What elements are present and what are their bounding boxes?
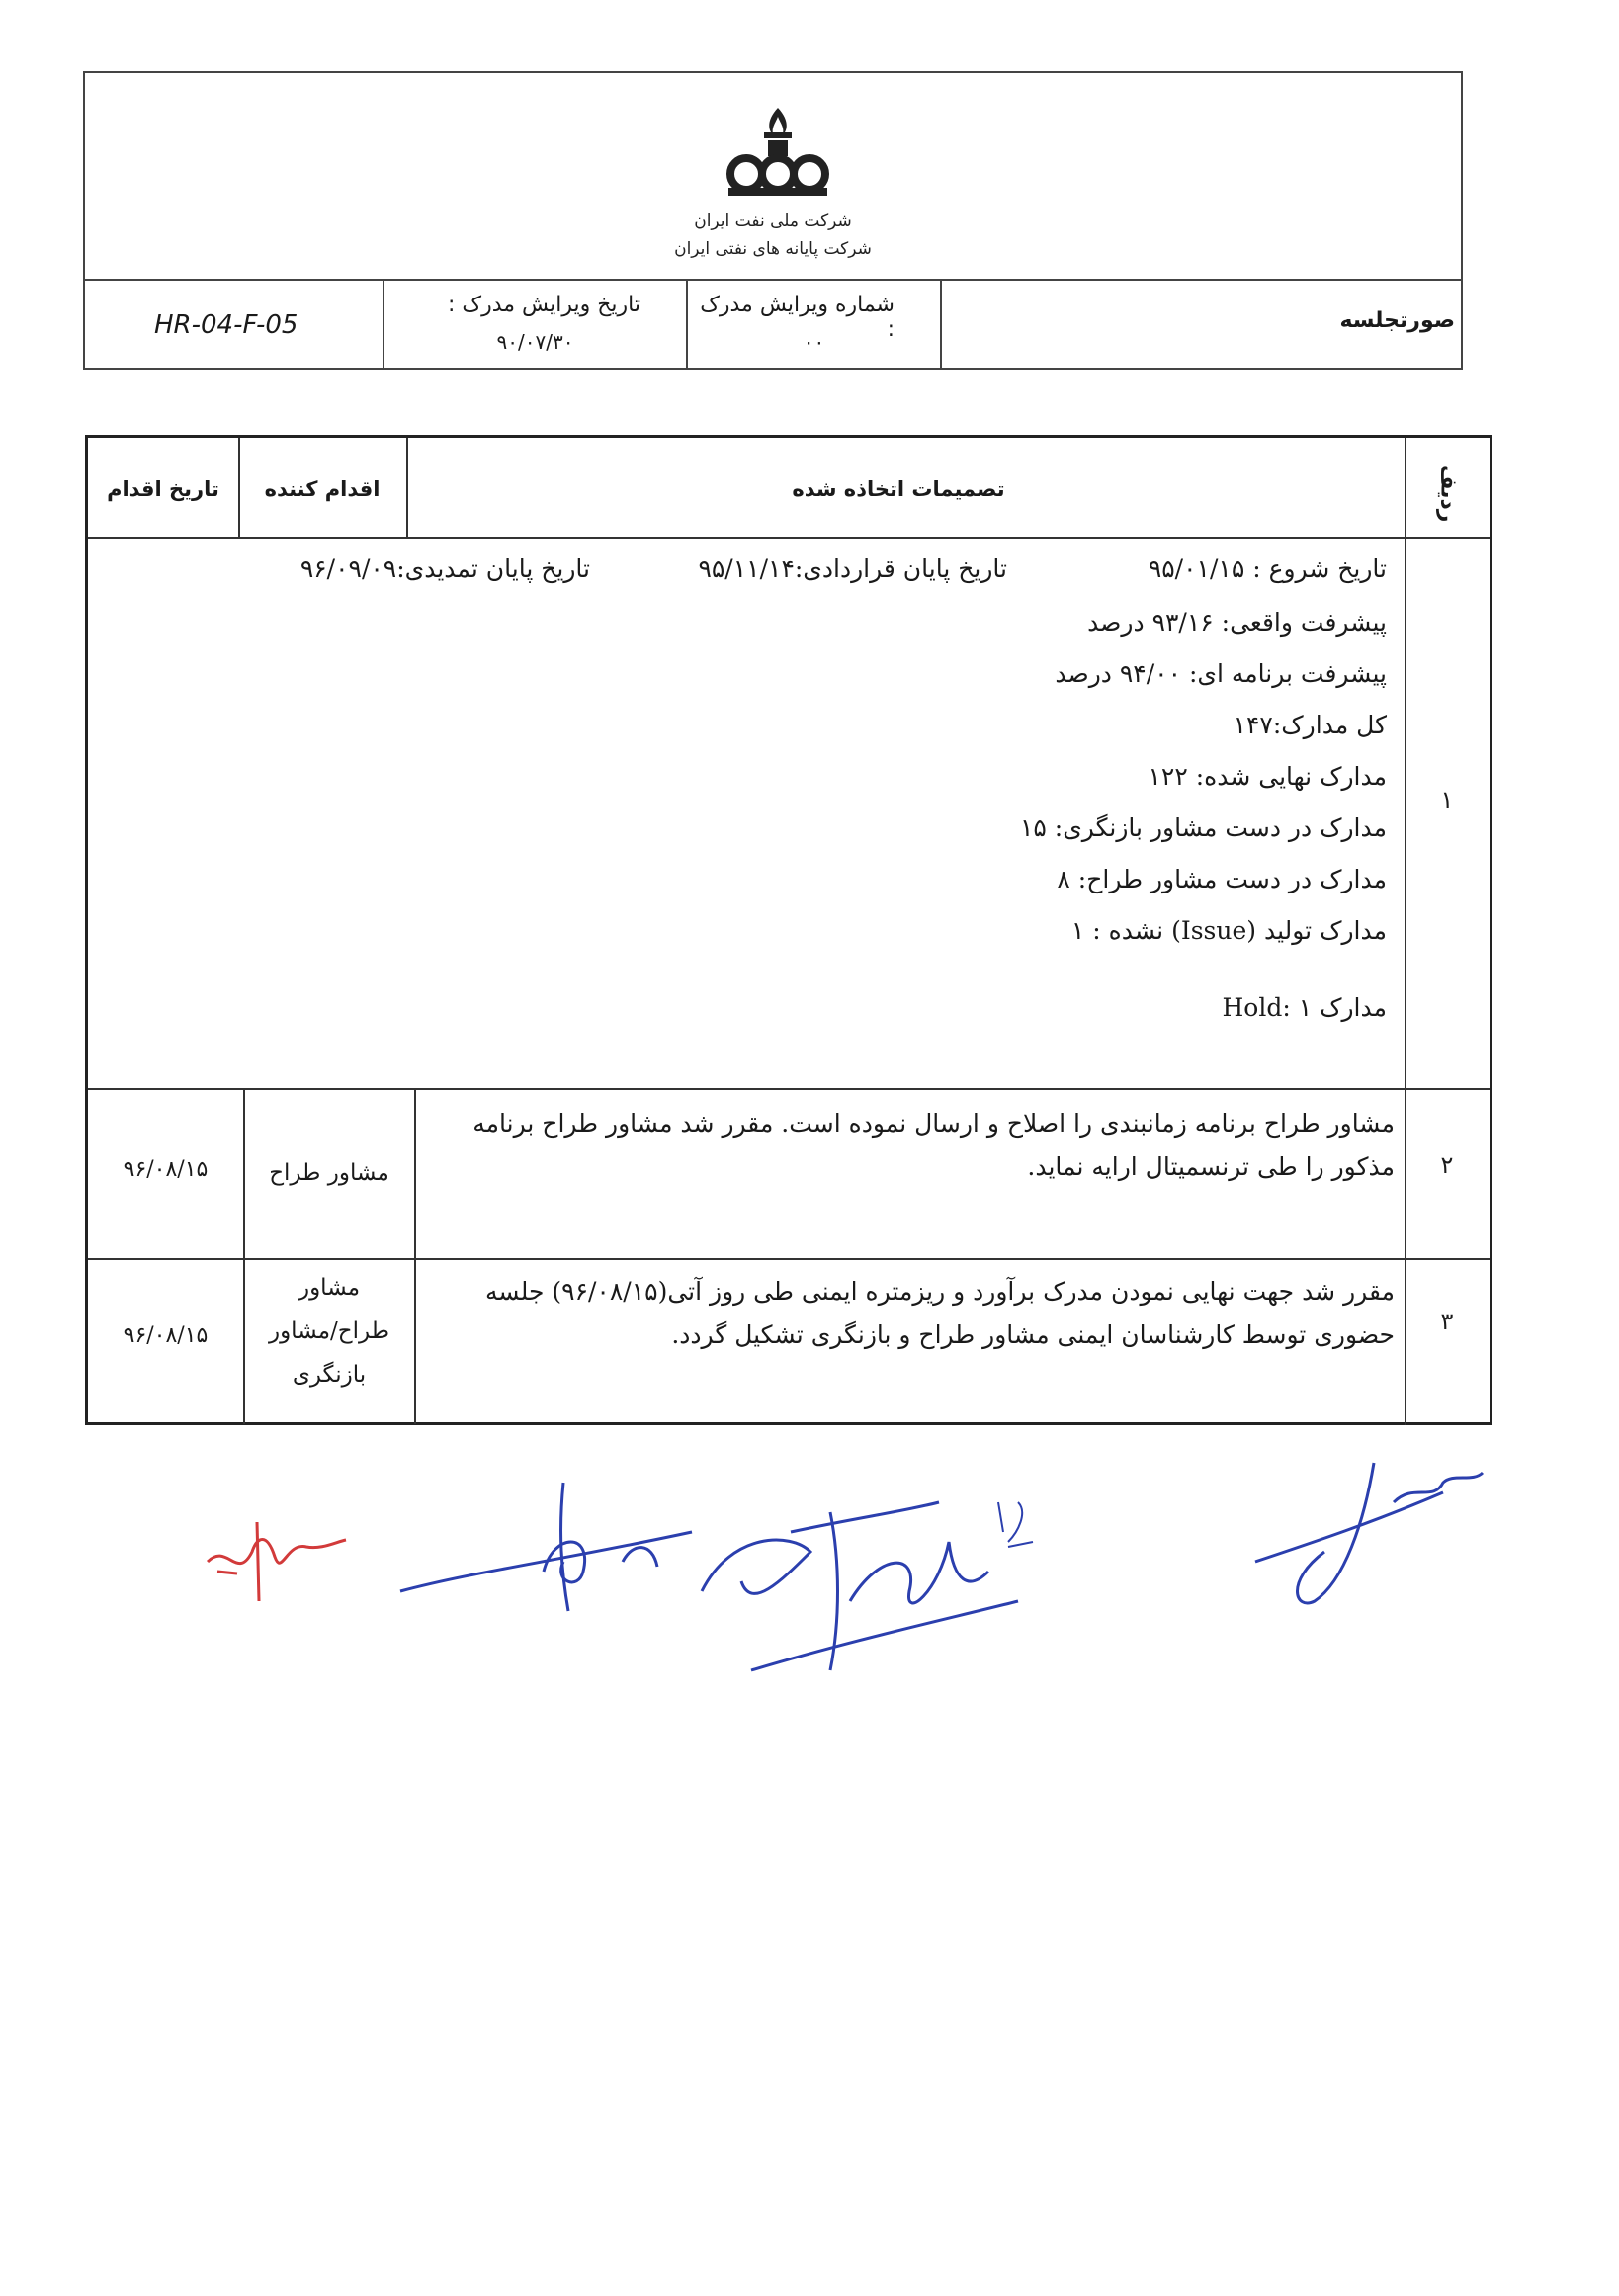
doc-code-cell [85,281,384,368]
column-divider [243,1088,245,1424]
doc-code: HR-04-F-05 [154,310,298,340]
column-divider [414,1088,416,1424]
row-divider [88,1258,1490,1260]
contract-end-date: تاریخ پایان قراردادی:۹۵/۱۱/۱۴ [698,554,1007,583]
not-issued-documents: مدارک تولید (Issue) نشده : ۱ [1070,916,1387,945]
revision-number-label: شماره ویرایش مدرک : [700,293,895,342]
total-documents: کل مدارک:۱۴۷ [1233,711,1387,739]
row-number: ۲ [1440,1151,1454,1179]
header-actor: اقدام کننده [264,477,381,501]
document-header [83,71,1463,370]
revision-number-value: ۰۰ [803,330,825,354]
nioc-flame-logo-icon [719,103,837,202]
actor-cell: مشاور طراح [269,1160,389,1186]
revision-date-cell [384,281,688,368]
header-row-number: ردیف [1435,464,1461,523]
revision-number-cell [688,281,942,368]
document-meta-row [85,281,1461,368]
action-date-cell: ۹۶/۰۸/۱۵ [123,1323,209,1348]
planned-progress: پیشرفت برنامه ای: ۹۴/۰۰ درصد [1055,659,1387,688]
finalized-documents: مدارک نهایی شده: ۱۲۲ [1148,762,1387,791]
reviewer-documents: مدارک در دست مشاور بازنگری: ۱۵ [1020,813,1387,842]
company-name: شرکت ملی نفت ایران [694,212,852,231]
signature-blue-2-icon [692,1473,1067,1690]
action-date-cell: ۹۶/۰۸/۱۵ [123,1157,209,1182]
signature-blue-1-icon [395,1473,712,1621]
row-number: ۱ [1440,786,1454,813]
column-divider [1405,438,1406,1425]
header-decisions: تصمیمات اتخاذه شده [792,477,1005,501]
decision-text: مشاور طراح برنامه زمانبندی را اصلاح و ارسال نموده است. مقرر شد مشاور طراح برنامه مذکور را طی ترنسمیتال ارایه نماید. [472,1109,1395,1181]
hold-documents: مدارک Hold: ۱ [1222,993,1387,1022]
decision-text: مقرر شد جهت نهایی نمودن مدرک برآورد و ریزمتره ایمنی طی روز آتی(۹۶/۰۸/۱۵) جلسه حضوری توسط کارشناسان ایمنی مشاور طراح و بازنگری تشکیل گردد. [485,1277,1395,1349]
document-title-cell [942,281,1465,368]
actual-progress: پیشرفت واقعی: ۹۳/۱۶ درصد [1087,608,1387,637]
revision-date-label: تاریخ ویرایش مدرک : [448,293,640,317]
extended-end-date: تاریخ پایان تمدیدی:۹۶/۰۹/۰۹ [299,554,590,583]
decisions-table [85,435,1492,1425]
header-action-date: تاریخ اقدام [107,477,219,501]
designer-documents: مدارک در دست مشاور طراح: ۸ [1057,865,1387,893]
actor-cell: مشاور طراح/مشاور بازنگری [268,1275,390,1388]
signature-blue-3-icon [1245,1443,1502,1621]
document-title: صورتجلسه [1339,308,1455,333]
header-divider [88,537,1490,539]
row-divider [88,1088,1490,1090]
company-subsidiary: شرکت پایانه های نفتی ایران [674,239,872,259]
row-number: ۳ [1440,1308,1454,1335]
revision-date-value: ۹۰/۰۷/۳۰ [496,330,574,354]
logo-area [85,73,1461,281]
start-date: تاریخ شروع : ۹۵/۰۱/۱۵ [1148,554,1387,583]
signature-red-icon [198,1502,356,1611]
